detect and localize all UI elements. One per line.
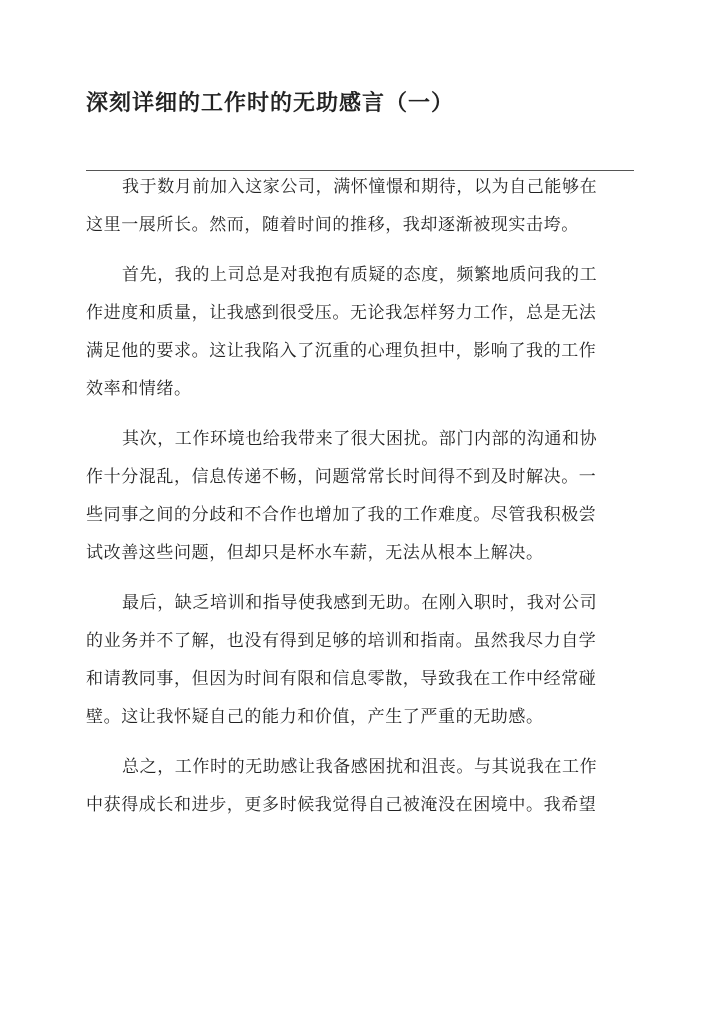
paragraph-line: 首先，我的上司总是对我抱有质疑的态度，频繁地质问我的工 (122, 265, 598, 285)
paragraph-line: 作十分混乱，信息传递不畅，问题常常长时间得不到及时解决。一 (86, 467, 597, 487)
paragraph-5 (86, 752, 634, 820)
paragraph-line: 满足他的要求。这让我陷入了沉重的心理负担中，影响了我的工作 (86, 341, 597, 361)
paragraph-line: 和请教同事，但因为时间有限和信息零散，导致我在工作中经常碰 (86, 669, 597, 689)
paragraph-line: 壁。这让我怀疑自己的能力和价值，产生了严重的无助感。 (86, 707, 544, 727)
paragraph-line: 的业务并不了解，也没有得到足够的培训和指南。虽然我尽力自学 (86, 631, 597, 651)
paragraph-line: 最后，缺乏培训和指导使我感到无助。在刚入职时，我对公司 (122, 593, 598, 613)
paragraph-line: 些同事之间的分歧和不合作也增加了我的工作难度。尽管我积极尝 (86, 505, 597, 525)
paragraph-line: 效率和情绪。 (86, 379, 192, 399)
paragraph-line: 其次，工作环境也给我带来了很大困扰。部门内部的沟通和协 (122, 429, 598, 449)
paragraph-1 (86, 172, 634, 240)
document-title: 深刻详细的工作时的无助感言（一） (86, 90, 455, 116)
paragraph-line: 我于数月前加入这家公司，满怀憧憬和期待，以为自己能够在 (122, 177, 598, 197)
paragraph-line: 试改善这些问题，但却只是杯水车薪，无法从根本上解决。 (86, 543, 544, 563)
paragraph-line: 作进度和质量，让我感到很受压。无论我怎样努力工作，总是无法 (86, 303, 597, 323)
paragraph-2 (86, 260, 634, 404)
paragraph-line: 中获得成长和进步，更多时候我觉得自己被淹没在困境中。我希望 (86, 795, 597, 815)
paragraph-line: 总之，工作时的无助感让我备感困扰和沮丧。与其说我在工作 (122, 757, 598, 777)
document-body (86, 172, 634, 828)
paragraph-3 (86, 424, 634, 568)
title-divider (86, 170, 634, 171)
paragraph-line: 这里一展所长。然而，随着时间的推移，我却逐渐被现实击垮。 (86, 215, 579, 235)
paragraph-4 (86, 588, 634, 732)
